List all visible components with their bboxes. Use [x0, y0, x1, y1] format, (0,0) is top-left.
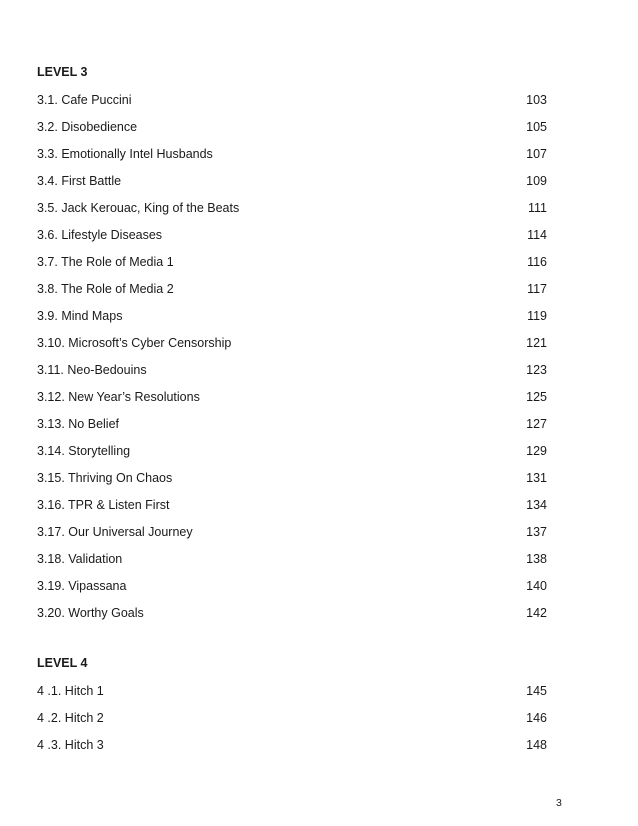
toc-entry-page: 107: [526, 147, 547, 161]
toc-entry-page: 129: [526, 444, 547, 458]
level-4-heading: LEVEL 4: [37, 656, 88, 670]
toc-entry-page: 121: [526, 336, 547, 350]
toc-entry-title: 3.17. Our Universal Journey: [37, 525, 193, 539]
toc-entry[interactable]: [37, 738, 547, 765]
toc-entry-page: 123: [526, 363, 547, 377]
toc-entry[interactable]: [37, 606, 547, 633]
toc-entry[interactable]: [37, 174, 547, 201]
toc-entry-page: 140: [526, 579, 547, 593]
toc-entry-page: 145: [526, 684, 547, 698]
toc-entry-title: 3.8. The Role of Media 2: [37, 282, 174, 296]
toc-entry[interactable]: [37, 147, 547, 174]
toc-entry[interactable]: [37, 417, 547, 444]
toc-entry-title: 4 .3. Hitch 3: [37, 738, 104, 752]
toc-entry[interactable]: [37, 579, 547, 606]
toc-entry-page: 105: [526, 120, 547, 134]
toc-entry-page: 103: [526, 93, 547, 107]
toc-entry-title: 4 .1. Hitch 1: [37, 684, 104, 698]
toc-entry-title: 3.2. Disobedience: [37, 120, 138, 134]
toc-entry-title: 3.5. Jack Kerouac, King of the Beats: [37, 201, 240, 215]
toc-entry[interactable]: [37, 201, 547, 228]
toc-entry-page: 131: [526, 471, 547, 485]
toc-entry-page: 117: [527, 282, 547, 296]
toc-entry-title: 3.9. Mind Maps: [37, 309, 123, 323]
level-3-heading: LEVEL 3: [37, 65, 88, 79]
toc-entry[interactable]: [37, 336, 547, 363]
toc-entry-title: 3.1. Cafe Puccini: [37, 93, 132, 107]
toc-entry-page: 142: [526, 606, 547, 620]
toc-entry-page: 138: [526, 552, 547, 566]
toc-entry[interactable]: [37, 390, 547, 417]
toc-entry-title: 3.3. Emotionally Intel Husbands: [37, 147, 213, 161]
toc-entry-page: 111: [527, 201, 547, 215]
toc-entry[interactable]: [37, 255, 547, 282]
toc-entry[interactable]: [37, 228, 547, 255]
toc-entry-page: 134: [526, 498, 547, 512]
toc-entry[interactable]: [37, 363, 547, 390]
toc-entry-title: 3.20. Worthy Goals: [37, 606, 144, 620]
toc-entry-title: 3.19. Vipassana: [37, 579, 127, 593]
toc-entry[interactable]: [37, 552, 547, 579]
toc-entry[interactable]: [37, 525, 547, 552]
toc-entry-page: 125: [526, 390, 547, 404]
toc-entry-title: 3.14. Storytelling: [37, 444, 131, 458]
toc-entry-title: 3.7. The Role of Media 1: [37, 255, 174, 269]
toc-entry[interactable]: [37, 309, 547, 336]
toc-entry-title: 3.11. Neo-Bedouins: [37, 363, 147, 377]
toc-entry-page: 146: [526, 711, 547, 725]
toc-entry-title: 3.15. Thriving On Chaos: [37, 471, 173, 485]
level-3-toc-list: [37, 93, 547, 633]
toc-entry[interactable]: [37, 444, 547, 471]
page-number: 3: [556, 797, 562, 809]
toc-entry-page: 116: [527, 255, 547, 269]
toc-entry-page: 119: [527, 309, 547, 323]
toc-entry-page: 114: [527, 228, 547, 242]
toc-entry[interactable]: [37, 498, 547, 525]
toc-entry[interactable]: [37, 282, 547, 309]
toc-entry-title: 3.10. Microsoft’s Cyber Censorship: [37, 336, 232, 350]
toc-entry[interactable]: [37, 684, 547, 711]
toc-entry-title: 3.6. Lifestyle Diseases: [37, 228, 163, 242]
toc-entry[interactable]: [37, 120, 547, 147]
toc-entry-page: 137: [526, 525, 547, 539]
toc-entry-title: 3.13. No Belief: [37, 417, 119, 431]
toc-entry-title: 3.4. First Battle: [37, 174, 122, 188]
toc-entry-title: 3.12. New Year’s Resolutions: [37, 390, 200, 404]
toc-entry-page: 127: [526, 417, 547, 431]
toc-entry-title: 3.18. Validation: [37, 552, 123, 566]
toc-entry-title: 4 .2. Hitch 2: [37, 711, 104, 725]
toc-entry-page: 109: [526, 174, 547, 188]
toc-entry[interactable]: [37, 711, 547, 738]
toc-entry[interactable]: [37, 93, 547, 120]
toc-entry-title: 3.16. TPR & Listen First: [37, 498, 170, 512]
level-4-toc-list: [37, 684, 547, 765]
toc-entry[interactable]: [37, 471, 547, 498]
toc-entry-page: 148: [526, 738, 547, 752]
